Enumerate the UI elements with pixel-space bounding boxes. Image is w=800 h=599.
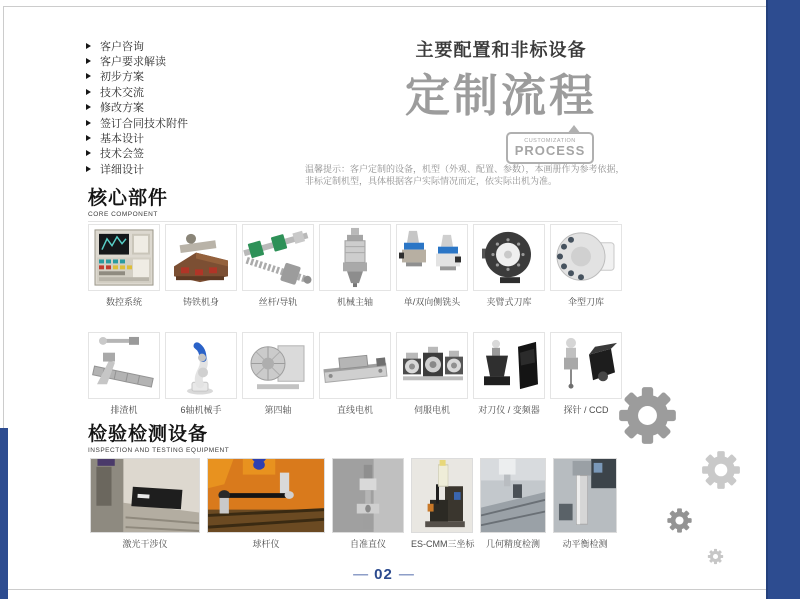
product-card bbox=[550, 332, 622, 416]
product-label: 铸铁机身 bbox=[182, 297, 219, 307]
arrow-bullet-icon bbox=[86, 43, 91, 49]
arrow-bullet-icon bbox=[86, 166, 91, 172]
cnc-controller-icon bbox=[88, 224, 160, 291]
process-step-item bbox=[86, 69, 188, 84]
product-card bbox=[411, 458, 473, 550]
product-label: 直线电机 bbox=[336, 405, 373, 415]
core-components-heading bbox=[88, 188, 168, 218]
process-step-item bbox=[86, 38, 188, 53]
section-divider bbox=[88, 221, 618, 222]
tips-line1: 温馨提示：客户定制的设备，机型（外观、配置、参数），本画册作为参考依据， bbox=[305, 164, 625, 174]
page-title: 定制流程 bbox=[404, 70, 597, 121]
tips-line2: 非标定制机型，具体根据客户实际情况而定，依实际出机为准。 bbox=[305, 176, 558, 186]
product-card bbox=[165, 332, 237, 416]
geometric-accuracy-test-icon bbox=[480, 458, 546, 533]
gear-icon bbox=[616, 384, 679, 447]
process-step-label: 技术会签 bbox=[100, 148, 144, 161]
cast-iron-bed-icon bbox=[165, 224, 237, 291]
process-step-item bbox=[86, 84, 188, 99]
product-card bbox=[319, 332, 391, 416]
inspection-row bbox=[90, 458, 617, 550]
product-card bbox=[396, 224, 468, 308]
footer-dash: — bbox=[398, 566, 414, 583]
process-step-label: 签订合同技术附件 bbox=[100, 117, 188, 130]
process-step-label: 客户要求解读 bbox=[100, 56, 166, 69]
ballbar-icon bbox=[207, 458, 325, 533]
umbrella-tool-magazine-icon bbox=[550, 224, 622, 291]
arrow-bullet-icon bbox=[86, 58, 91, 64]
product-label: 数控系统 bbox=[105, 297, 142, 307]
product-label: 探针 / CCD bbox=[563, 405, 609, 415]
product-label: 几何精度检测 bbox=[485, 539, 540, 549]
product-label: ES-CMM三坐标 bbox=[411, 539, 475, 549]
product-label: 单/双向侧铣头 bbox=[403, 297, 461, 307]
product-card bbox=[473, 332, 545, 416]
arm-type-tool-magazine-icon bbox=[473, 224, 545, 291]
product-card bbox=[332, 458, 404, 550]
core-row-2 bbox=[88, 332, 622, 416]
core-title: 核心部件 bbox=[88, 188, 169, 209]
process-step-label: 客户咨询 bbox=[100, 40, 144, 53]
gear-icon bbox=[707, 548, 724, 565]
arrow-bullet-icon bbox=[86, 120, 91, 126]
arrow-bullet-icon bbox=[86, 89, 91, 95]
ballscrew-linear-guide-icon bbox=[242, 224, 314, 291]
product-label: 伺服电机 bbox=[413, 405, 450, 415]
autocollimator-icon bbox=[332, 458, 404, 533]
side-milling-head-icon bbox=[396, 224, 468, 291]
mechanical-spindle-icon bbox=[319, 224, 391, 291]
inspection-title: 检验检测设备 bbox=[88, 424, 209, 445]
inspection-subtitle: INSPECTION AND TESTING EQUIPMENT bbox=[88, 446, 230, 454]
process-step-item bbox=[86, 161, 188, 176]
gear-icon bbox=[700, 449, 742, 491]
process-step-item bbox=[86, 100, 188, 115]
core-subtitle: CORE COMPONENT bbox=[88, 210, 158, 218]
six-axis-robot-icon bbox=[165, 332, 237, 399]
section-kicker: 主要配置和非标设备 bbox=[415, 40, 587, 60]
arrow-bullet-icon bbox=[86, 150, 91, 156]
servo-motor-icon bbox=[396, 332, 468, 399]
inspection-equipment-heading bbox=[88, 424, 229, 454]
arrow-bullet-icon bbox=[86, 73, 91, 79]
product-card bbox=[88, 332, 160, 416]
es-cmm-icon bbox=[411, 458, 473, 533]
product-card bbox=[319, 224, 391, 308]
page-number: 02 bbox=[374, 566, 393, 583]
product-card bbox=[90, 458, 200, 550]
product-label: 对刀仪 / 变频器 bbox=[478, 405, 540, 415]
badge-line1: CUSTOMIZATION bbox=[524, 138, 576, 144]
product-label: 丝杆/导轨 bbox=[258, 297, 298, 307]
product-label: 机械主轴 bbox=[336, 297, 373, 307]
process-step-label: 技术交流 bbox=[100, 86, 144, 99]
header-block bbox=[383, 36, 619, 121]
process-step-item bbox=[86, 146, 188, 161]
product-card bbox=[165, 224, 237, 308]
chip-conveyor-icon bbox=[88, 332, 160, 399]
product-card bbox=[473, 224, 545, 308]
product-card bbox=[242, 224, 314, 308]
product-label: 自准直仪 bbox=[349, 539, 386, 549]
badge-tail-icon bbox=[567, 125, 581, 134]
tool-setter-inverter-icon bbox=[473, 332, 545, 399]
linear-motor-icon bbox=[319, 332, 391, 399]
fourth-axis-icon bbox=[242, 332, 314, 399]
process-step-label: 修改方案 bbox=[100, 102, 144, 115]
dynamic-balance-test-icon bbox=[553, 458, 617, 533]
process-step-item bbox=[86, 115, 188, 130]
product-label: 球杆仪 bbox=[252, 539, 280, 549]
product-label: 6轴机械手 bbox=[180, 405, 222, 415]
process-step-item bbox=[86, 130, 188, 145]
process-steps-list bbox=[86, 38, 188, 177]
footer-dash: — bbox=[353, 566, 369, 583]
product-card bbox=[480, 458, 546, 550]
product-card bbox=[553, 458, 617, 550]
arrow-bullet-icon bbox=[86, 135, 91, 141]
customization-process-badge bbox=[506, 132, 594, 164]
product-card bbox=[88, 224, 160, 308]
product-label: 夹臂式刀库 bbox=[486, 297, 532, 307]
product-label: 伞型刀库 bbox=[567, 297, 604, 307]
badge-line2: PROCESS bbox=[514, 143, 586, 158]
process-step-item bbox=[86, 53, 188, 68]
product-card bbox=[242, 332, 314, 416]
arrow-bullet-icon bbox=[86, 104, 91, 110]
product-label: 排渣机 bbox=[110, 405, 138, 415]
product-label: 第四轴 bbox=[264, 405, 292, 415]
product-card bbox=[396, 332, 468, 416]
page-footer bbox=[0, 566, 767, 583]
gear-icon bbox=[666, 507, 693, 534]
laser-interferometer-icon bbox=[90, 458, 200, 533]
product-label: 动平衡检测 bbox=[562, 539, 608, 549]
process-step-label: 基本设计 bbox=[100, 133, 144, 146]
core-row-1 bbox=[88, 224, 622, 308]
product-card bbox=[550, 224, 622, 308]
product-label: 激光干涉仪 bbox=[122, 539, 168, 549]
process-step-label: 详细设计 bbox=[100, 163, 144, 176]
page-edge-right bbox=[766, 0, 800, 599]
tips-note bbox=[305, 163, 625, 187]
probe-ccd-icon bbox=[550, 332, 622, 399]
process-step-label: 初步方案 bbox=[100, 71, 144, 84]
product-card bbox=[207, 458, 325, 550]
